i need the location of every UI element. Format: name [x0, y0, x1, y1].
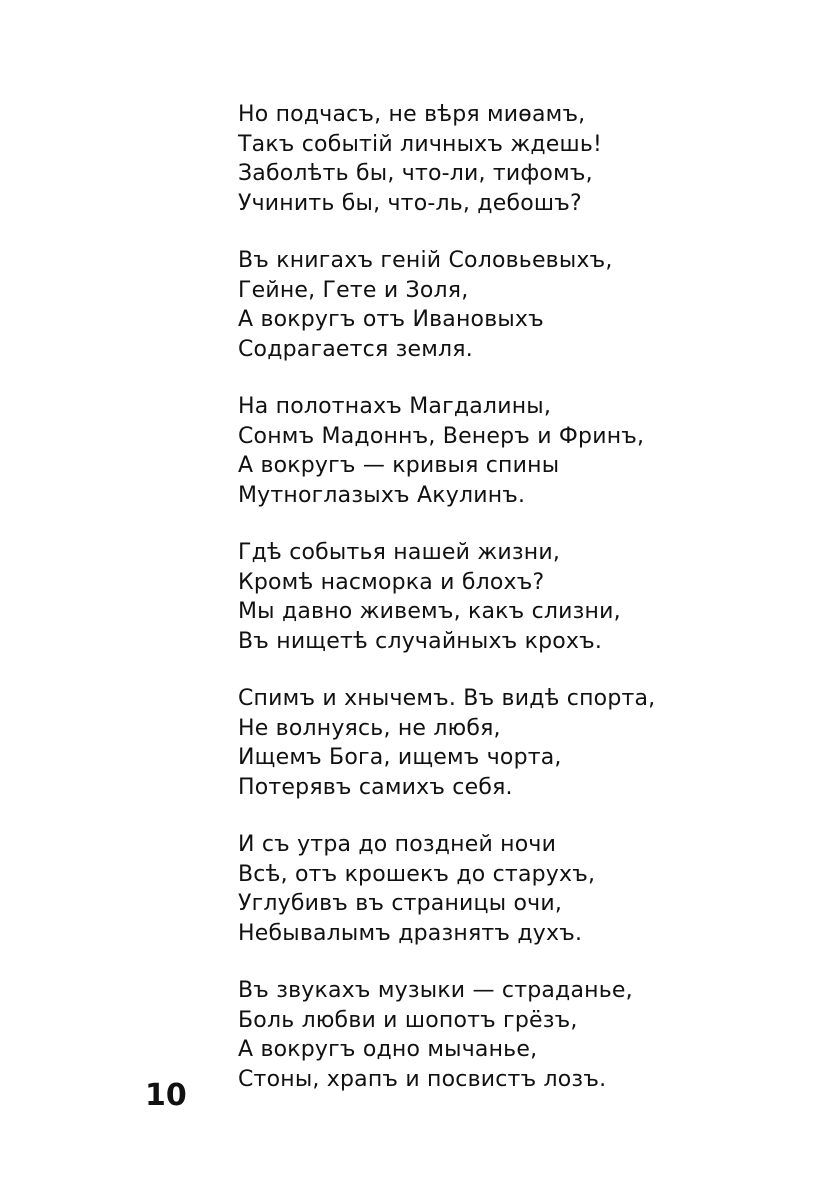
poem-line: Углубивъ въ страницы очи,: [238, 891, 563, 916]
poem-line: А вокругъ отъ Ивановыхъ: [238, 307, 544, 332]
poem-line: Но подчасъ, не вѣря миѳамъ,: [238, 102, 586, 127]
poem-line: Боль любви и шопотъ грёзъ,: [238, 1007, 578, 1033]
stanza-2: [238, 246, 798, 364]
poem-line: А вокругъ одно мычанье,: [238, 1037, 538, 1062]
poem-line: Такъ событій личныхъ ждешь!: [238, 131, 603, 157]
poem-line: Заболѣть бы, что-ли, тифомъ,: [238, 161, 593, 186]
poem-line: На полотнахъ Магдалины,: [238, 394, 552, 419]
poem-line: Въ звукахъ музыки — страданье,: [238, 978, 633, 1003]
poem: [238, 100, 798, 1122]
poem-line: Учинить бы, что-ль, дебошъ?: [238, 190, 582, 216]
stanza-4: [238, 538, 798, 656]
poem-line: Небывалымъ дразнятъ духъ.: [238, 920, 583, 946]
stanza-5: [238, 684, 798, 802]
poem-line: Всѣ, отъ крошекъ до старухъ,: [238, 861, 596, 887]
poem-line: Мутноглазыхъ Акулинъ.: [238, 482, 526, 508]
stanza-1: [238, 100, 798, 218]
poem-line: Потерявъ самихъ себя.: [238, 774, 513, 800]
poem-line: Въ нищетѣ случайныхъ крохъ.: [238, 628, 603, 654]
poem-line: И съ утра до поздней ночи: [238, 832, 557, 857]
poem-line: Ищемъ Бога, ищемъ чорта,: [238, 745, 562, 770]
stanza-7: [238, 976, 798, 1094]
poem-line: Въ книгахъ геній Соловьевыхъ,: [238, 248, 613, 273]
poem-line: Кромѣ насморка и блохъ?: [238, 569, 545, 595]
poem-line: Гейне, Гете и Золя,: [238, 277, 469, 303]
poem-line: Спимъ и хнычемъ. Въ видѣ спорта,: [238, 686, 656, 711]
poem-line: Содрагается земля.: [238, 336, 473, 362]
poem-line: Гдѣ событья нашей жизни,: [238, 540, 561, 565]
poem-line: Мы давно живемъ, какъ слизни,: [238, 599, 621, 624]
stanza-3: [238, 392, 798, 510]
poem-line: А вокругъ — кривыя спины: [238, 453, 560, 478]
poem-line: Не волнуясь, не любя,: [238, 715, 501, 741]
stanza-6: [238, 830, 798, 948]
poem-line: Сонмъ Мадоннъ, Венеръ и Фринъ,: [238, 423, 645, 449]
poem-line: Стоны, храпъ и посвистъ лозъ.: [238, 1066, 607, 1092]
page-number: 10: [145, 1078, 187, 1113]
